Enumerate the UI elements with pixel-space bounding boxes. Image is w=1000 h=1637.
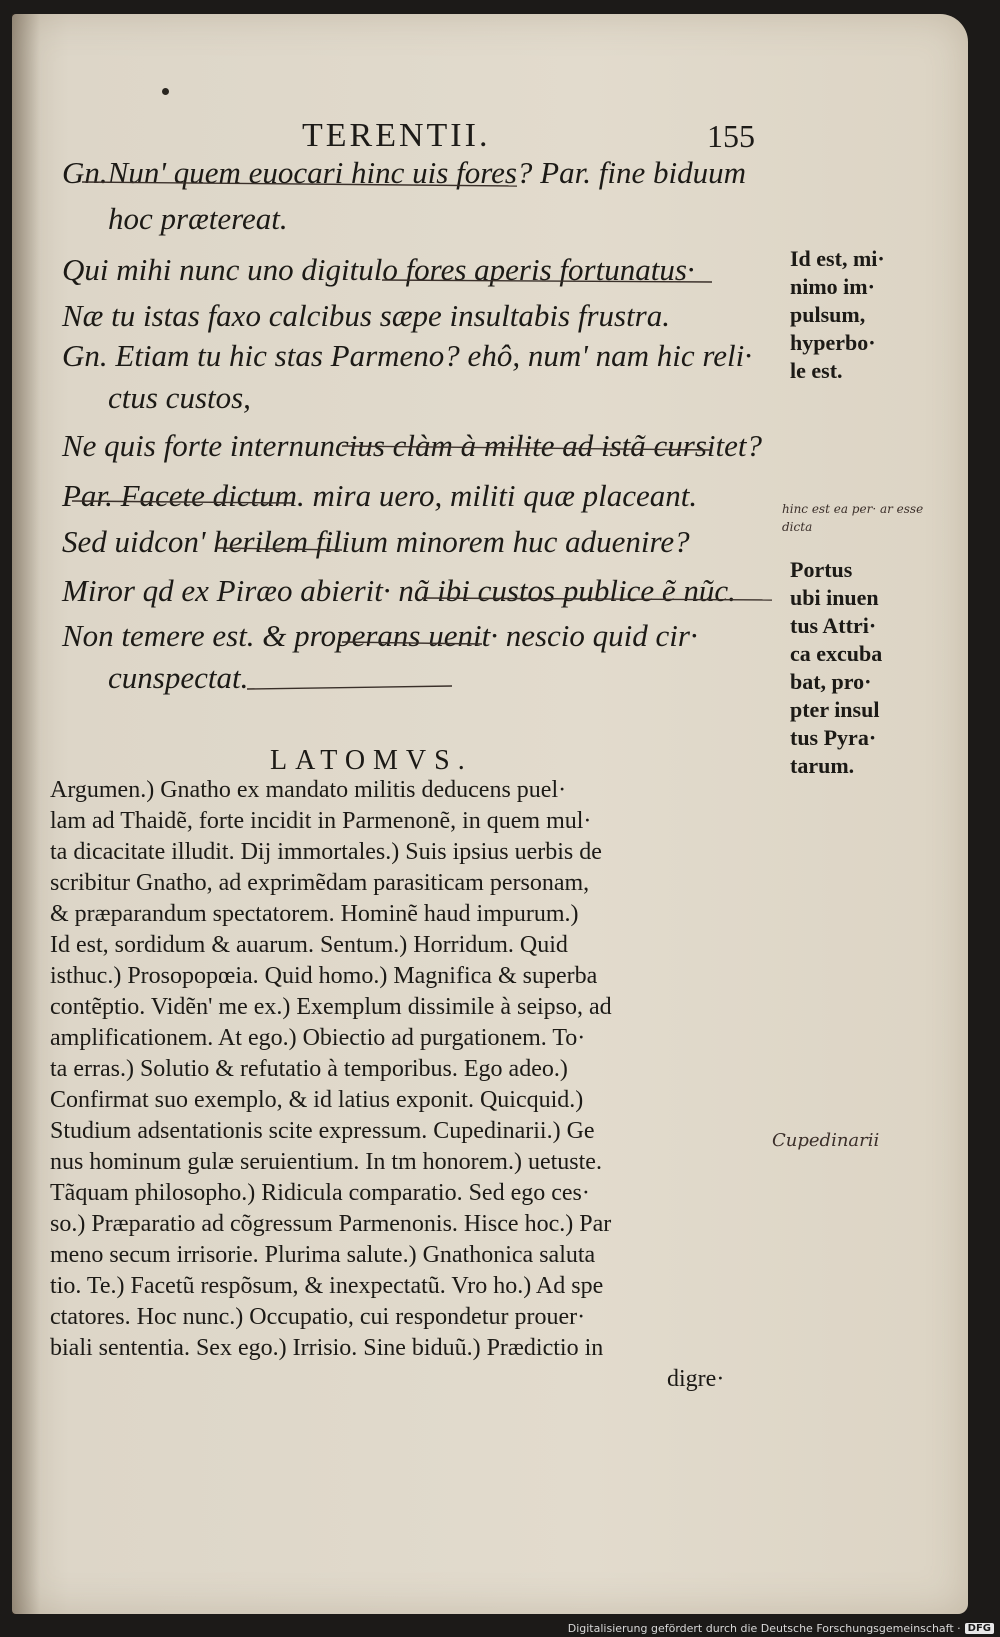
verse-line: Miror qd ex Piræo abierit· nã ibi custos publice ẽ nũc. bbox=[62, 573, 736, 608]
commentary-line: Argumen.) Gnatho ex mandato militis deducens puel· bbox=[50, 777, 567, 803]
commentary-line: contẽptio. Vidẽn' me ex.) Exemplum dissimile à seipso, ad bbox=[50, 994, 612, 1020]
commentary-line: amplificationem. At ego.) Obiectio ad purgationem. To· bbox=[50, 1025, 586, 1051]
margin-note-line: bat, pro· bbox=[790, 669, 872, 694]
commentary-line: Tãquam philosopho.) Ridicula comparatio. Sed ego ces· bbox=[50, 1180, 590, 1206]
verse-line: cunspectat. bbox=[108, 660, 249, 695]
margin-note-line: le est. bbox=[790, 358, 843, 383]
commentary-line: Studium adsentationis scite expressum. Cupedinarii.) Ge bbox=[50, 1118, 595, 1144]
verse-line: Gn.Nun' quem euocari hinc uis fores? Par. fine biduum bbox=[62, 155, 746, 190]
margin-note-hyperbole bbox=[790, 245, 960, 385]
commentary-line: ctatores. Hoc nunc.) Occupatio, cui respondetur prouer· bbox=[50, 1304, 586, 1330]
margin-note-line: ubi inuen bbox=[790, 585, 879, 610]
margin-note-portus bbox=[790, 556, 960, 780]
verse-line: Næ tu istas faxo calcibus sæpe insultabis frustra. bbox=[62, 298, 670, 333]
commentary-line: lam ad Thaidẽ, forte incidit in Parmenonẽ, in quem mul· bbox=[50, 808, 592, 834]
margin-note-line: tus Pyra· bbox=[790, 725, 877, 750]
commentary-line: biali sententia. Sex ego.) Irrisio. Sine biduũ.) Prædictio in bbox=[50, 1335, 604, 1361]
catchword: digre· bbox=[667, 1366, 725, 1392]
section-title: LATOMVS. bbox=[270, 745, 473, 776]
commentary-line: & præparandum spectatorem. Hominẽ haud impurum.) bbox=[50, 901, 579, 927]
margin-note-line: nimo im· bbox=[790, 274, 875, 299]
commentary-line: so.) Præparatio ad cõgressum Parmenonis. Hisce hoc.) Par bbox=[50, 1211, 612, 1237]
digitization-footer bbox=[568, 1622, 994, 1635]
commentary-line: nus hominum gulæ seruientium. In tm honorem.) uetuste. bbox=[50, 1149, 602, 1175]
commentary-line: tio. Te.) Facetũ respõsum, & inexpectatũ. Vro ho.) Ad spe bbox=[50, 1273, 604, 1299]
verse-line: hoc prætereat. bbox=[108, 201, 288, 236]
handwritten-margin-note: Cupedinarii bbox=[772, 1130, 880, 1151]
commentary-line: Id est, sordidum & auarum. Sentum.) Horridum. Quid bbox=[50, 932, 568, 958]
commentary-line: isthuc.) Prosopopœia. Quid homo.) Magnifica & superba bbox=[50, 963, 598, 989]
margin-note-line: hyperbo· bbox=[790, 330, 876, 355]
commentary-line: ta dicacitate illudit. Dij immortales.) Suis ipsius uerbis de bbox=[50, 839, 602, 865]
margin-note-line: pter insul bbox=[790, 697, 880, 722]
commentary-line: meno secum irrisorie. Plurima salute.) Gnathonica saluta bbox=[50, 1242, 596, 1268]
verse-line: ctus custos, bbox=[108, 380, 251, 415]
verse-line: Ne quis forte internuncius clàm à milite ad istã cursitet? bbox=[62, 428, 763, 463]
footer-text: Digitalisierung gefördert durch die Deutsche Forschungsgemeinschaft · bbox=[567, 1622, 961, 1635]
commentary-line: Confirmat suo exemplo, & id latius exponit. Quicquid.) bbox=[50, 1087, 584, 1113]
margin-note-line: tarum. bbox=[790, 753, 855, 778]
book-page bbox=[12, 14, 968, 1614]
margin-note-line: Portus bbox=[790, 557, 853, 582]
commentary-line: scribitur Gnatho, ad exprimẽdam parasiticam personam, bbox=[50, 870, 590, 896]
commentary-line: ta erras.) Solutio & refutatio à temporibus. Ego adeo.) bbox=[50, 1056, 568, 1082]
verse-line: Qui mihi nunc uno digitulo fores aperis fortunatus· bbox=[62, 252, 695, 287]
running-head: TERENTII. bbox=[302, 117, 491, 154]
verse-line: Par. Facete dictum. mira uero, militi quæ placeant. bbox=[62, 478, 698, 513]
dfg-logo: DFG bbox=[965, 1623, 994, 1634]
verse-line: Non temere est. & properans uenit· nescio quid cir· bbox=[62, 618, 698, 653]
margin-note-line: ca excuba bbox=[790, 641, 883, 666]
margin-note-line: pulsum, bbox=[790, 302, 866, 327]
verse-line: Gn. Etiam tu hic stas Parmeno? ehô, num' nam hic reli· bbox=[62, 338, 752, 373]
margin-note-line: Id est, mi· bbox=[790, 246, 885, 271]
handwritten-margin-note: hinc est ea per· ar esse dicta bbox=[782, 502, 924, 534]
folio-number: 155 bbox=[707, 118, 755, 154]
verse-line: Sed uidcon' herilem filium minorem huc aduenire? bbox=[62, 524, 690, 559]
margin-note-line: tus Attri· bbox=[790, 613, 877, 638]
